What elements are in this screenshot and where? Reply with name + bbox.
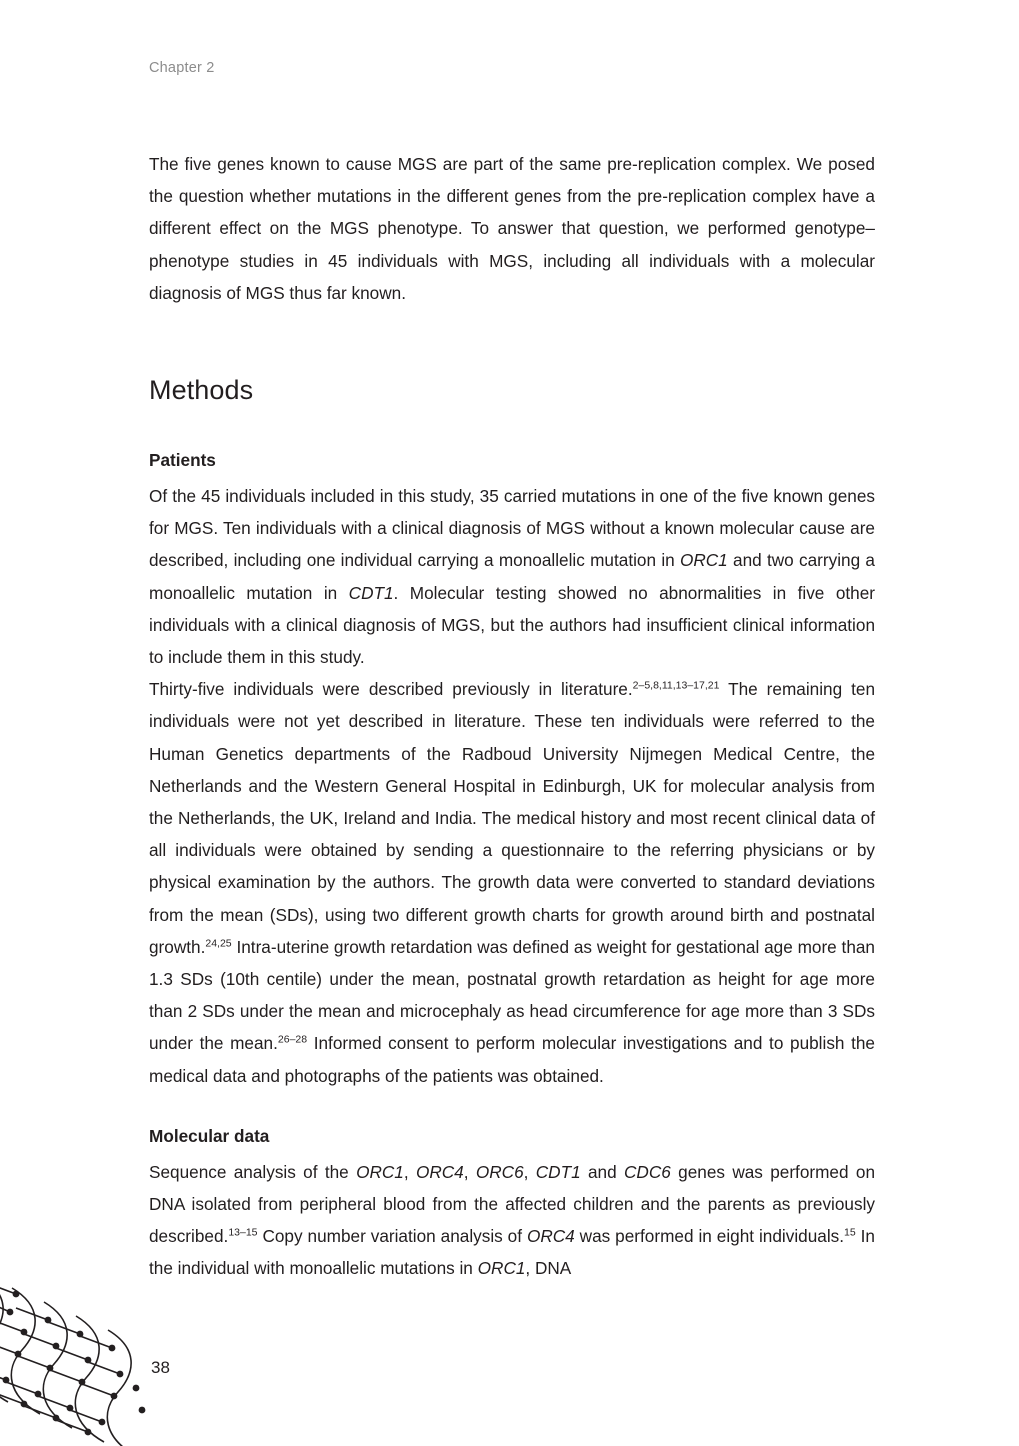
gene-name: ORC6 <box>475 1161 524 1182</box>
gene-name: CDT1 <box>535 1161 581 1182</box>
section-heading-methods: Methods <box>149 375 254 406</box>
molecular-paragraph-1 <box>149 1156 875 1285</box>
gene-name: ORC4 <box>526 1226 575 1247</box>
text-run: Intra-uterine growth retardation was defined as weight for gestational age more than 1.3 SDs (10th centile) under the mean, postnatal growth retardation as height for age more than 2 SDs under the mean and microcephaly as head circumference for age more than 3 SDs under the mean. <box>149 936 875 1054</box>
gene-name: ORC1 <box>679 550 728 571</box>
citation-reference: 2–5,8,11,13–17,21 <box>632 679 720 692</box>
text-run: Thirty-five individuals were described previously in literature. <box>149 679 633 700</box>
page-number: 38 <box>151 1358 170 1377</box>
spacer <box>149 1147 875 1156</box>
text-run: Informed consent to perform molecular investigations and to publish the medical data and photographs of the patients was obtained. <box>149 1033 875 1086</box>
citation-reference: 24,25 <box>205 937 232 950</box>
spacer <box>149 309 875 375</box>
text-run: , DNA <box>525 1258 572 1279</box>
gene-name: ORC1 <box>356 1161 404 1182</box>
text-run: Sequence analysis of the <box>149 1161 357 1182</box>
citation-reference: 26–28 <box>277 1033 308 1046</box>
running-head: Chapter 2 <box>149 60 215 76</box>
text-run: , <box>523 1161 536 1182</box>
text-run: Of the 45 individuals included in this study, 35 carried mutations in one of the five known genes for MGS. Ten individuals with a clinical diagnosis of MGS without a known molecular cause are described, including one individual carrying a monoallelic mutation in <box>149 486 875 571</box>
patients-paragraph-2 <box>149 673 875 1092</box>
spacer <box>149 471 875 480</box>
spacer <box>149 1092 875 1126</box>
text-run: In the individual with monoallelic mutations in <box>149 1226 875 1279</box>
citation-reference: 15 <box>844 1226 856 1239</box>
citation-reference: 13–15 <box>228 1226 258 1239</box>
text-run: . Molecular testing showed no abnormalities in five other individuals with a clinical diagnosis of MGS, but the authors had insufficient clinical information to include them in this study. <box>149 582 875 668</box>
gene-name: ORC1 <box>477 1258 526 1279</box>
gene-name: ORC4 <box>415 1161 464 1182</box>
text-run: genes was performed on DNA isolated from peripheral blood from the affected children and the parents as previously described. <box>149 1161 876 1247</box>
text-run: was performed in eight individuals. <box>574 1226 845 1247</box>
text-run: , <box>403 1161 416 1182</box>
subheading-molecular-data: Molecular data <box>149 1125 270 1146</box>
gene-name: CDC6 <box>624 1161 671 1182</box>
text-run: The remaining ten individuals were not yet described in literature. These ten individuals were referred to the Human Genetics departments of the Radboud University Nijmegen Medical Centre, the Netherlands and the Western General Hospital in Edinburgh, UK for molecular analysis from the Netherlands, the UK, Ireland and India. The medical history and most recent clinical data of all individuals were obtained by sending a questionnaire to the referring physicians or by physical examination by the authors. The growth data were converted to standard deviations from the mean (SDs), using two different growth charts for growth around birth and postnatal growth. <box>149 679 876 957</box>
intro-paragraph: The five genes known to cause MGS are part of the same pre-replication complex. We posed the question whether mutations in the different genes from the pre-replication complex have a different effect on the MGS phenotype. To answer that question, we performed genotype–phenotype studies in 45 individuals with MGS, including all individuals with a molecular diagnosis of MGS thus far known. <box>149 154 875 303</box>
text-run: and two carrying a monoallelic mutation in <box>149 550 875 603</box>
text-run: Copy number variation analysis of <box>257 1226 527 1247</box>
gene-name: CDT1 <box>348 582 394 603</box>
text-run: , <box>463 1161 476 1182</box>
subheading-patients: Patients <box>149 450 216 471</box>
text-run: and <box>580 1161 625 1182</box>
spacer <box>149 406 875 450</box>
patients-paragraph-1 <box>149 480 875 673</box>
page-content <box>149 148 875 1285</box>
